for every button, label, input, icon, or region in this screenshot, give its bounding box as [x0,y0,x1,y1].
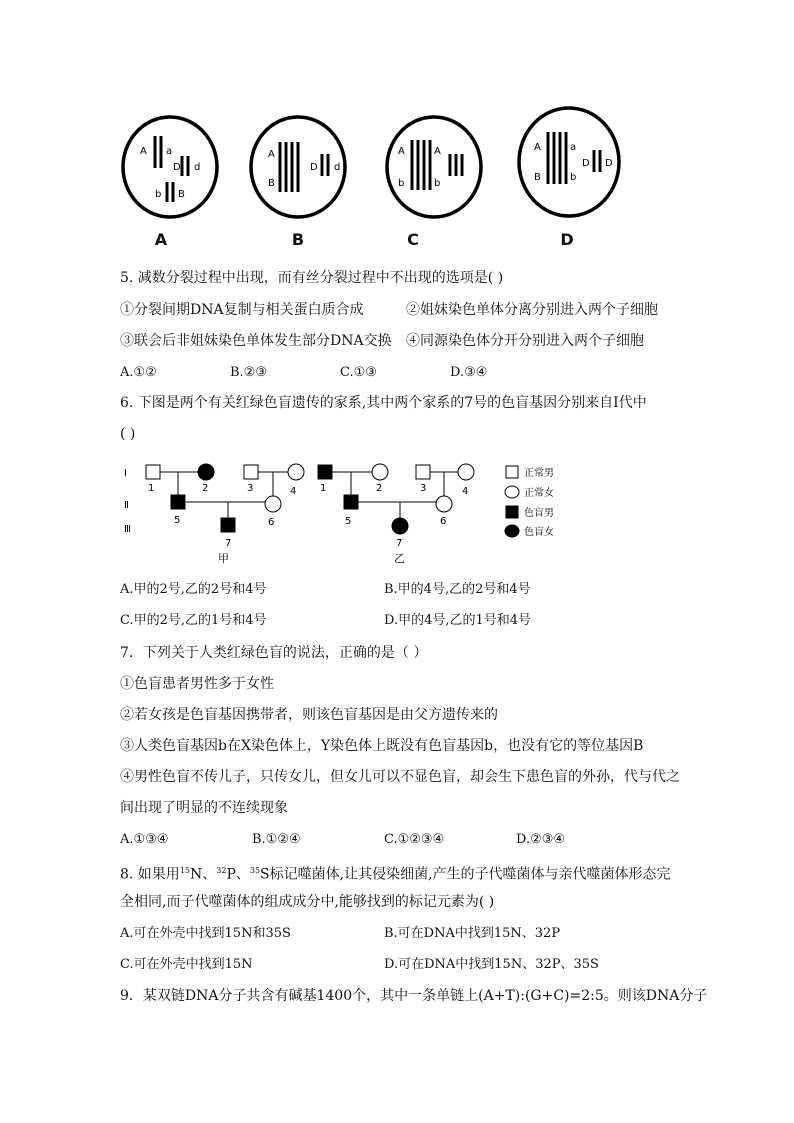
individual-number: 7 [396,538,403,549]
q5-option-d[interactable]: D.③④ [450,365,488,380]
q6-option-c[interactable]: C.甲的2号,乙的1号和4号 [120,613,267,628]
pedigree-symbol [372,464,388,480]
question-7-stem: 7．下列关于人类红绿色盲的说法，正确的是（ ） [120,645,428,661]
individual-number: 2 [202,483,209,494]
q5-option-a[interactable]: A.①② [120,365,157,380]
allele-label: A [434,146,441,157]
allele-label: d [334,162,341,173]
pedigree-symbol [171,495,185,509]
question-9-stem: 9．某双链DNA分子共含有碱基1400个，其中一条单链上(A+T):(G+C)=2:5。则该DNA分子 [120,988,708,1004]
pedigree-symbol [244,465,258,479]
legend-symbol [506,506,518,518]
allele-label: B [534,172,541,183]
q7-statement-3: ③人类色盲基因b在X染色体上，Y染色体上既没有色盲基因b，也没有它的等位基因B [120,738,644,754]
allele-label: a [570,142,577,153]
allele-label: D [310,162,318,173]
q7-option-d[interactable]: D.②③④ [516,832,566,847]
allele-label: b [434,178,441,189]
legend-label: 色盲男 [524,508,554,519]
family-label-jia: 甲 [218,552,229,565]
individual-number: 2 [376,483,383,494]
cell-label-c: C [407,230,419,249]
q8-option-c[interactable]: C.可在外壳中找到15N [120,957,253,972]
pedigree-chart [124,462,618,568]
pedigree-symbol [265,496,281,512]
pedigree-symbol [458,464,474,480]
q5-option-b[interactable]: B.②③ [230,365,267,380]
cell-diagram-c [384,112,484,222]
q6-option-a[interactable]: A.甲的2号,乙的2号和4号 [120,582,267,597]
q7-option-b[interactable]: B.①②④ [252,832,301,847]
individual-number: 5 [345,516,352,527]
individual-number: 3 [247,483,254,494]
allele-label: D [582,158,590,169]
allele-label: A [268,149,275,160]
allele-label: D [605,158,613,169]
cell-label-a: A [154,230,168,249]
q5-statement-4: ④同源染色体分开分别进入两个子细胞 [406,333,644,349]
q7-statement-1: ①色盲患者男性多于女性 [120,676,274,692]
pedigree-symbol [436,496,452,512]
allele-label: B [178,189,185,200]
allele-label: A [398,146,405,157]
question-6-answer-paren: ( ) [120,426,136,442]
allele-label: D [173,162,181,173]
question-5-stem: 5. 减数分裂过程中出现，而有丝分裂过程中不出现的选项是( ) [120,270,504,286]
individual-number: 5 [174,515,181,526]
legend-label: 正常女 [524,488,554,499]
allele-label: B [268,178,275,189]
q7-option-c[interactable]: C.①②③④ [384,832,445,847]
q8-option-a[interactable]: A.可在外壳中找到15N和35S [120,926,291,941]
legend-symbol [505,486,519,498]
q5-statement-3: ③联会后非姐妹染色单体发生部分DNA交换 [120,333,392,349]
allele-label: A [534,142,541,153]
family-label-yi: 乙 [394,552,405,565]
legend-symbol [505,525,519,537]
cell-diagram-a [120,112,220,222]
q5-option-c[interactable]: C.①③ [340,365,377,380]
legend-label: 色盲女 [524,527,554,538]
individual-number: 1 [148,483,155,494]
generation-label: Ⅰ [124,468,127,479]
pedigree-symbol [146,465,160,479]
individual-number: 7 [225,538,232,549]
pedigree-symbol [318,465,332,479]
q6-option-b[interactable]: B.甲的4号,乙的2号和4号 [384,582,531,597]
q5-statement-2: ②姐妹染色单体分离分别进入两个子细胞 [406,302,658,318]
legend-label: 正常男 [524,468,554,479]
individual-number: 4 [462,486,469,497]
pedigree-symbol [344,495,358,509]
q7-statement-4: ④男性色盲不传儿子，只传女儿，但女儿可以不显色盲，却会生下患色盲的外孙，代与代之 [120,769,680,785]
pedigree-symbol [416,465,430,479]
allele-label: b [155,189,162,200]
cell-diagram-b [248,112,348,222]
question-8-stem: 8. 如果用$^{15}$N、$^{32}$P、$^{35}$S标记噬菌体,让其侵染细菌,产生的子代噬菌体与亲代噬菌体形态完 [120,866,671,883]
allele-label: a [166,146,173,157]
individual-number: 4 [290,486,297,497]
pedigree-symbol [198,464,214,480]
allele-label: d [194,162,201,173]
q8-option-d[interactable]: D.可在DNA中找到15N、32P、35S [384,957,599,972]
cell-label-b: B [291,230,305,249]
q7-option-a[interactable]: A.①③④ [120,832,169,847]
pedigree-symbol [221,518,235,532]
legend-symbol [506,466,518,478]
q6-option-d[interactable]: D.甲的4号,乙的1号和4号 [384,613,532,628]
individual-number: 1 [320,483,327,494]
question-6-stem: 6. 下图是两个有关红绿色盲遗传的家系,其中两个家系的7号的色盲基因分别来自Ⅰ代中 [120,395,647,411]
cell-label-d: D [560,230,574,249]
q7-statement-4-cont: 间出现了明显的不连续现象 [120,800,288,816]
individual-number: 6 [268,517,275,528]
individual-number: 6 [440,516,447,527]
q8-option-b[interactable]: B.可在DNA中找到15N、32P [384,926,561,941]
allele-label: A [140,146,147,157]
pedigree-symbol [288,464,304,480]
pedigree-symbol [392,518,408,534]
question-8-stem-cont: 全相同,而子代噬菌体的组成成分中,能够找到的标记元素为( ) [120,894,495,910]
generation-label: Ⅱ [124,500,129,511]
allele-label: b [570,172,577,183]
q7-statement-2: ②若女孩是色盲基因携带者，则该色盲基因是由父方遗传来的 [120,707,498,723]
q5-statement-1: ①分裂间期DNA复制与相关蛋白质合成 [120,302,364,318]
generation-label: Ⅲ [124,524,131,535]
allele-label: b [398,178,405,189]
individual-number: 3 [420,483,427,494]
cell-diagram-d [514,104,624,222]
